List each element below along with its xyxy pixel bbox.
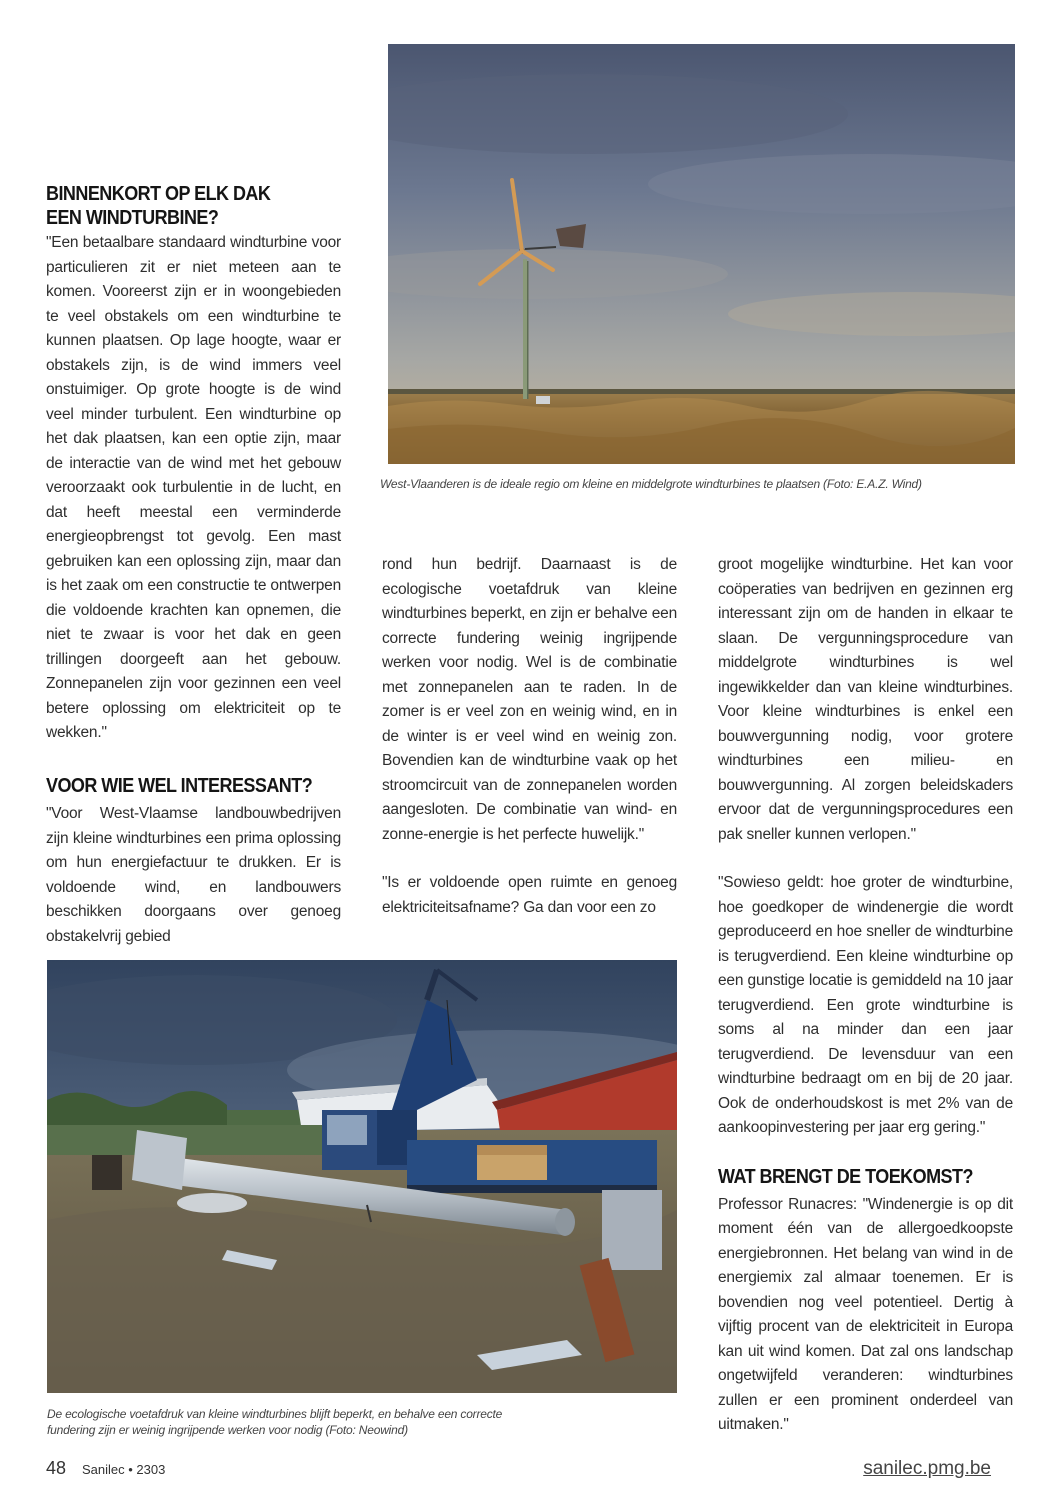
heading-line: BINNENKORT OP ELK DAK (46, 183, 271, 205)
section-voor-wie (46, 774, 341, 949)
paragraph: groot mogelijke windturbine. Het kan voor coöperaties van bedrijven en gezinnen erg interessant zijn om de handen in elkaar te slaan. De vergunningsprocedure van middelgrote windturbines is wel ingewikkelder dan van kleine windturbines. Voor kleine windturbines is enkel een bouwvergunning nodig, voor grotere windturbines een milieu- en bouwvergunning. Al zorgen beleidskaders ervoor dat de vergunningsprocedures een pak sneller kunnen verlopen." (718, 556, 1013, 843)
section-binnenkort (46, 182, 341, 746)
photo-top-caption: West-Vlaanderen is de ideale regio om kleine en middelgrote windturbines te plaatsen (Foto: E.A.Z. Wind) (380, 477, 922, 491)
section-body: "Een betaalbare standaard windturbine voor particulieren zit er niet meteen aan te komen. Vooreerst zijn er in woongebieden te veel obstakels om een windturbine te kunnen plaatsen. Op lage hoogte, waar er obstakels zijn, is de wind immers veel onstuimiger. Op grote hoogte is de wind veel minder turbulent. Een windturbine op het dak plaatsen, kan een optie zijn, maar de interactie van de wind met het gebouw veroorzaakt ook turbulentie in de lucht, en dat heeft meestal een verminderde energieopbrengst tot gevolg. Een mast gebruiken kan een oplossing zijn, maar dan is het zaak om een constructie te ontwerpen die voldoende krachten kan opnemen, die niet te zwaar is voor het dak en geen trillingen doorgeeft aan het gebouw. Zonnepanelen zijn voor gezinnen een veel betere oplossing om elektriciteit op te wekken." (46, 234, 341, 741)
photo-wind-turbine-field (388, 44, 1015, 464)
paragraph: Professor Runacres: "Windenergie is op dit moment één van de allergoedkoopste energiebronnen. Het belang van wind in de energiemix zal almaar toenemen. Er is bovendien nog veel potentieel. Dertig à vijftig procent van de elektriciteit in Europa kan uit wind komen. Dat zal ons landschap ongetwijfeld veranderen: windturbines zullen er een prominent onderdeel van uitmaken." (718, 1195, 1013, 1433)
photo-turbine-installation (47, 960, 677, 1393)
section-heading: VOOR WIE WEL INTERESSANT? (46, 775, 313, 797)
section-body: "Voor West-Vlaamse landbouwbedrijven zijn kleine windturbines een prima oplossing om hun energiefactuur te drukken. Er is voldoende wind, en landbouwers beschikken doorgaans over genoeg obstakelvrij gebied (46, 805, 341, 945)
footer (46, 1458, 991, 1484)
column-right (718, 553, 1013, 1438)
caption-line: De ecologische voetafdruk van kleine windturbines blijft beperkt, en behalve een correcte (47, 1407, 503, 1421)
paragraph: rond hun bedrijf. Daarnaast is de ecologische voetafdruk van kleine windturbines beperkt, en zijn er behalve een correcte fundering weinig ingrijpende werken voor nodig. Wel is de combinatie met zonnepanelen aan te raden. In de zomer is er veel zon en weinig wind, en in de winter is er veel wind en weinig zon. Bovendien kan de windturbine vaak op het stroomcircuit van de zonnepanelen worden aangesloten. De combinatie van wind- en zonne-energie is het perfecte huwelijk." (382, 556, 677, 843)
caption-line: fundering zijn er weinig ingrijpende werken voor nodig (Foto: Neowind) (47, 1423, 408, 1437)
section-heading-toekomst: WAT BRENGT DE TOEKOMST? (718, 1165, 973, 1188)
paragraph: "Is er voldoende open ruimte en genoeg elektriciteitsafname? Ga dan voor een zo (382, 874, 677, 916)
heading-line: EEN WINDTURBINE? (46, 207, 219, 229)
page-number: 48 (46, 1458, 67, 1478)
paragraph: "Sowieso geldt: hoe groter de windturbine, hoe goedkoper de windenergie die wordt geproduceerd en hoe sneller de windturbine is terugverdiend. Een kleine windturbine op een gunstige locatie is gemiddeld na 10 jaar terugverdiend. Een grote windturbine is soms al na minder dan een jaar terugverdiend. De levensduur van een windturbine bedraagt om en bij de 20 jaar. Ook de onderhoudskost is met 2% van de aankoopinvestering per jaar erg gering." (718, 874, 1013, 1136)
column-middle (382, 553, 677, 920)
website-link[interactable]: sanilec.pmg.be (863, 1458, 991, 1479)
photo-bottom-caption (47, 1406, 687, 1438)
section-heading (46, 182, 343, 230)
magazine-issue: Sanilec • 2303 (82, 1462, 166, 1477)
